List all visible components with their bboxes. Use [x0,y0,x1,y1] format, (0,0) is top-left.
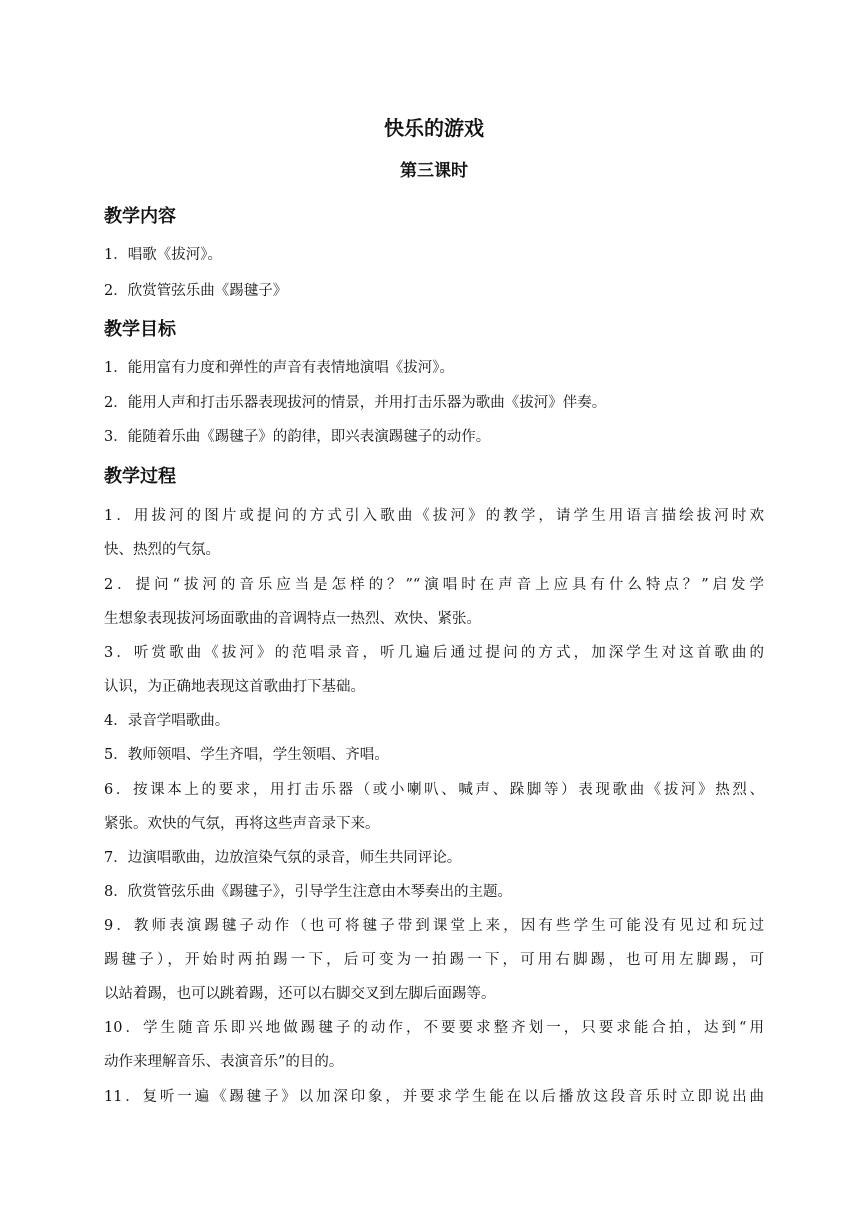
document-title: 快乐的游戏 [384,116,484,140]
process-line: 踢毽子），开始时两拍踢一下，后可变为一拍踢一下，可用右脚踢，也可用左脚踢，可 [104,952,764,968]
process-line: 11．复听一遍《踢毽子》以加深印象，并要求学生能在以后播放这段音乐时立即说出曲 [104,1089,764,1105]
content-item: 1．唱歌《拔河》。 [104,247,222,263]
document-subtitle: 第三课时 [400,161,468,181]
goal-item: 3．能随着乐曲《踢毽子》的韵律，即兴表演踢毽子的动作。 [104,429,491,445]
goal-item: 1．能用富有力度和弹性的声音有表情地演唱《拔河》。 [104,360,454,376]
process-line: 8．欣赏管弦乐曲《踢毽子》，引导学生注意由木琴奏出的主题。 [104,884,512,900]
process-line: 认识，为正确地表现这首歌曲打下基础。 [104,679,365,695]
process-line: 2．提问“拔河的音乐应当是怎样的？”“演唱时在声音上应具有什么特点？”启发学 [104,577,764,593]
goal-item: 2．能用人声和打击乐器表现拔河的情景，并用打击乐器为歌曲《拔河》伴奏。 [104,395,607,411]
process-line: 以站着踢，也可以跳着踢，还可以右脚交叉到左脚后面踢等。 [104,986,496,1002]
process-line: 快、热烈的气氛。 [104,542,220,558]
section-heading-content: 教学内容 [104,206,176,227]
process-line: 5．教师领唱、学生齐唱，学生领唱、齐唱。 [104,747,389,763]
process-line: 动作来理解音乐、表演音乐”的目的。 [104,1054,344,1070]
section-heading-goals: 教学目标 [104,319,176,340]
process-line: 7．边演唱歌曲，边放渲染气氛的录音，师生共同评论。 [104,850,462,866]
process-line: 10．学生随音乐即兴地做踢毽子的动作，不要要求整齐划一，只要求能合拍，达到“用 [104,1020,764,1036]
content-item: 2．欣赏管弦乐曲《踢毽子》 [104,283,288,299]
process-line: 紧张。欢快的气氛，再将这些声音录下来。 [104,816,380,832]
process-line: 6．按课本上的要求，用打击乐器（或小喇叭、喊声、跺脚等）表现歌曲《拔河》热烈、 [104,782,764,798]
section-heading-process: 教学过程 [104,466,176,487]
process-line: 9．教师表演踢毽子动作（也可将毽子带到课堂上来，因有些学生可能没有见过和玩过 [104,918,764,934]
process-line: 生想象表现拔河场面歌曲的音调特点一热烈、欢快、紧张。 [104,611,481,627]
process-line: 3．听赏歌曲《拔河》的范唱录音，听几遍后通过提问的方式，加深学生对这首歌曲的 [104,645,764,661]
process-line: 1．用拔河的图片或提问的方式引入歌曲《拔河》的教学，请学生用语言描绘拔河时欢 [104,508,764,524]
document-page [104,0,764,1216]
process-line: 4．录音学唱歌曲。 [104,713,230,729]
